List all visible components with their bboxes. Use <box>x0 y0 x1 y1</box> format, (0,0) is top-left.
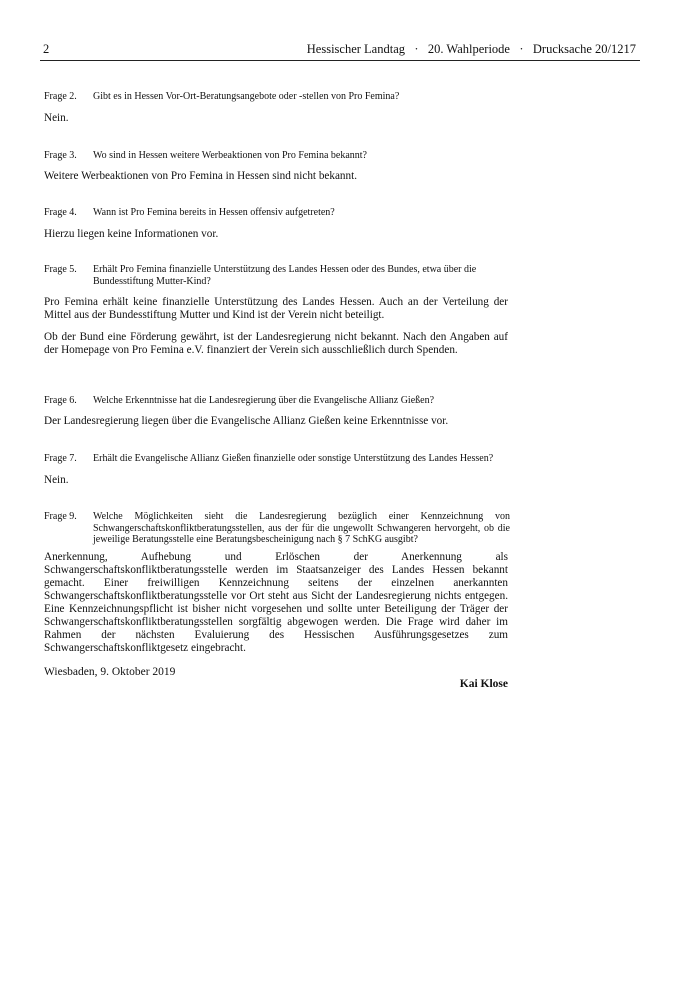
question-text: Welche Möglichkeiten sieht die Landesregierung bezüglich einer Kennzeichnung von Schwangerschaftskonfliktberatungsstellen, aus der für die ungewollt Schwangeren hervorgeht, ob die jeweilige Beratungsstelle eine Beratungsbescheinigung nach § 7 SchKG ausgibt? <box>93 511 510 545</box>
question-text: Erhält die Evangelische Allianz Gießen finanzielle oder sonstige Unterstützung des Landes Hessen? <box>93 453 494 464</box>
question-text: Gibt es in Hessen Vor-Ort-Beratungsangebote oder -stellen von Pro Femina? <box>93 91 400 102</box>
page-number: 2 <box>43 42 50 56</box>
question-text: Welche Erkenntnisse hat die Landesregierung über die Evangelische Allianz Gießen? <box>93 395 435 406</box>
question-label: Frage 5. <box>44 264 77 275</box>
page-header <box>40 42 640 61</box>
question-text: Wo sind in Hessen weitere Werbeaktionen von Pro Femina bekannt? <box>93 150 367 161</box>
document-header-title: Hessischer Landtag · 20. Wahlperiode · Drucksache 20/1217 <box>306 42 636 56</box>
answer-paragraph: Anerkennung, Aufhebung und Erlöschen der Anerkennung als Schwangerschaftskonfliktberatungsstelle werden im Staatsanzeiger des Landes Hessen bekannt gemacht. Einer freiwilligen Kennzeichnung seitens der einzelnen anerkannten Schwangerschaftskonfliktberatungsstelle vor Ort steht aus Sicht der Landesregierung nichts entgegen. Eine Kennzeichnungspflicht ist bisher nicht vorgesehen und sollte unter Beteiligung der Träger der Schwangerschaftskonfliktberatungsstellen sorgfältig abgewogen werden. Die Frage wird daher im Rahmen der nächsten Evaluierung des Hessischen Ausführungsgesetzes zum Schwangerschaftskonfliktgesetz eingebracht. <box>44 551 508 654</box>
answer-paragraph: Ob der Bund eine Förderung gewährt, ist der Landesregierung nicht bekannt. Nach den Angaben auf der Homepage von Pro Femina e.V. finanziert der Verein sich ausschließlich durch Spenden. <box>44 331 508 356</box>
question-block <box>44 150 510 162</box>
question-label: Frage 2. <box>44 91 77 102</box>
answer-text: Nein. <box>44 112 69 124</box>
question-label: Frage 6. <box>44 395 77 406</box>
question-label: Frage 9. <box>44 511 77 522</box>
answer-text: Der Landesregierung liegen über die Evangelische Allianz Gießen keine Erkenntnisse vor. <box>44 415 449 427</box>
answer-paragraph: Pro Femina erhält keine finanzielle Unterstützung des Landes Hessen. Auch an der Verteilung der Mittel aus der Bundesstiftung Mutter und Kind ist der Verein nicht beteiligt. <box>44 296 508 321</box>
question-block <box>44 395 510 407</box>
answer-text: Nein. <box>44 474 69 486</box>
answer-text: Hierzu liegen keine Informationen vor. <box>44 228 219 240</box>
question-block <box>44 264 510 287</box>
question-label: Frage 7. <box>44 453 77 464</box>
question-block <box>44 511 510 546</box>
place-date: Wiesbaden, 9. Oktober 2019 <box>44 666 176 678</box>
question-block <box>44 453 510 465</box>
question-label: Frage 3. <box>44 150 77 161</box>
answer-text: Weitere Werbeaktionen von Pro Femina in Hessen sind nicht bekannt. <box>44 170 358 182</box>
question-label: Frage 4. <box>44 207 77 218</box>
question-text: Wann ist Pro Femina bereits in Hessen offensiv aufgetreten? <box>93 207 335 218</box>
question-block <box>44 207 510 219</box>
question-text: Erhält Pro Femina finanzielle Unterstützung des Landes Hessen oder des Bundes, etwa über die Bundesstiftung Mutter-Kind? <box>93 264 477 287</box>
question-block <box>44 91 510 103</box>
signature-name: Kai Klose <box>459 678 508 690</box>
